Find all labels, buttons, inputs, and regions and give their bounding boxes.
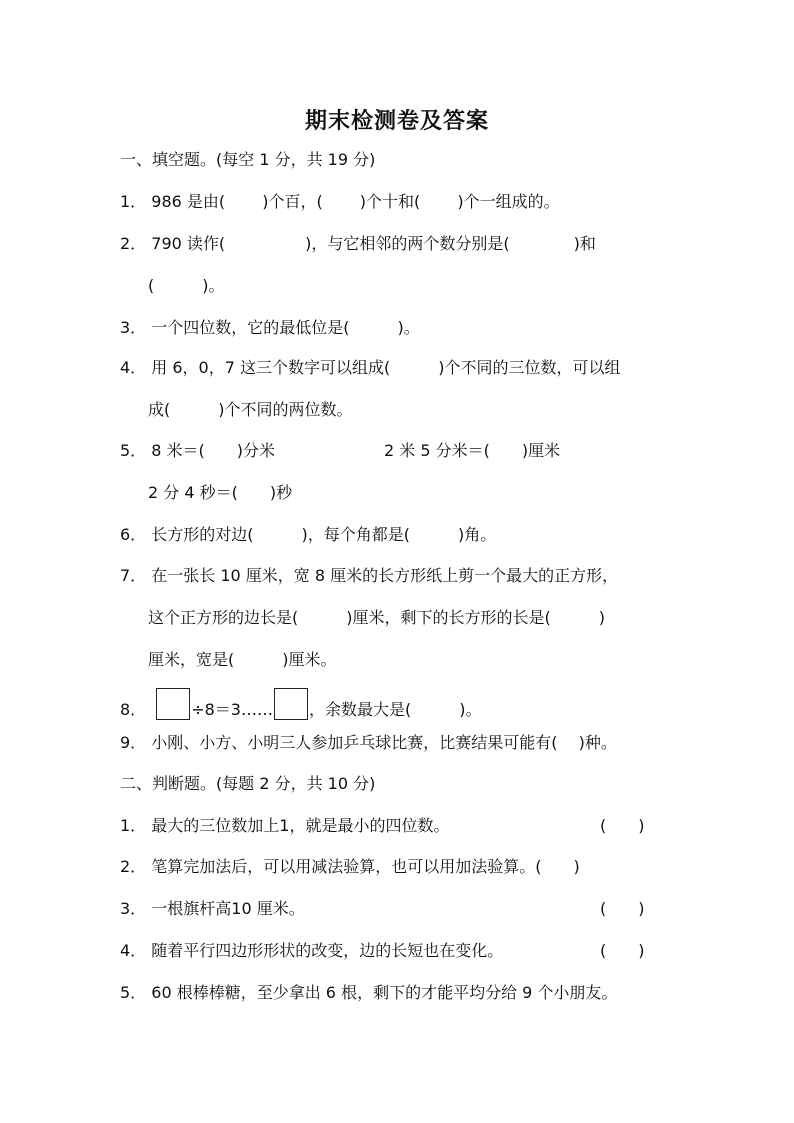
question-1-4-line2: 成( )个不同的两位数。	[148, 400, 353, 419]
question-1-7-line2: 这个正方形的边长是( )厘米，剩下的长方形的长是( )	[148, 608, 605, 627]
question-2-1-answer-parens: ( )	[600, 816, 645, 835]
question-1-2-line2: ( )。	[148, 276, 225, 295]
question-1-8	[120, 678, 481, 720]
question-2-1: 1． 最大的三位数加上1，就是最小的四位数。	[120, 816, 450, 835]
question-2-4-answer-parens: ( )	[600, 941, 645, 960]
question-2-5: 5． 60 根棒棒糖，至少拿出 6 根，剩下的才能平均分给 9 个小朋友。	[120, 983, 618, 1002]
page-title: 期末检测卷及答案	[304, 109, 489, 134]
question-1-9: 9． 小刚、小方、小明三人参加乒乓球比赛，比赛结果可能有( )种。	[120, 733, 617, 752]
question-2-3-answer-parens: ( )	[600, 899, 645, 918]
question-1-5-line2: 2 分 4 秒＝( )秒	[148, 483, 293, 502]
question-1-2-line1: 2． 790 读作( )，与它相邻的两个数分别是( )和	[120, 234, 596, 253]
question-2-2: 2． 笔算完加法后，可以用减法验算，也可以用加法验算。( )	[120, 857, 580, 876]
question-1-4-line1: 4． 用 6，0，7 这三个数字可以组成( )个不同的三位数，可以组	[120, 358, 621, 377]
question-1-5-left: 5． 8 米＝( )分米	[120, 441, 276, 460]
question-2-3: 3． 一根旗杆高10 厘米。	[120, 899, 305, 918]
dividend-answer-box[interactable]	[156, 688, 190, 720]
question-1-7-line1: 7． 在一张长 10 厘米，宽 8 厘米的长方形纸上剪一个最大的正方形，	[120, 566, 619, 585]
question-2-4: 4． 随着平行四边形形状的改变，边的长短也在变化。	[120, 941, 504, 960]
question-1-3: 3． 一个四位数，它的最低位是( )。	[120, 318, 420, 337]
remainder-answer-box[interactable]	[274, 688, 308, 720]
section1-heading: 一、填空题。(每空 1 分，共 19 分)	[120, 150, 376, 169]
question-1-8-expression: ÷8＝3……	[191, 700, 273, 719]
question-1-1: 1． 986 是由( )个百，( )个十和( )个一组成的。	[120, 192, 560, 211]
question-1-5-right: 2 米 5 分米＝( )厘米	[384, 441, 561, 460]
question-1-6: 6． 长方形的对边( )，每个角都是( )角。	[120, 525, 497, 544]
question-1-7-line3: 厘米，宽是( )厘米。	[148, 650, 337, 669]
section2-heading: 二、判断题。(每题 2 分，共 10 分)	[120, 774, 376, 793]
question-1-8-suffix: ，余数最大是( )。	[308, 700, 482, 719]
question-1-8-number: 8．	[120, 700, 147, 719]
